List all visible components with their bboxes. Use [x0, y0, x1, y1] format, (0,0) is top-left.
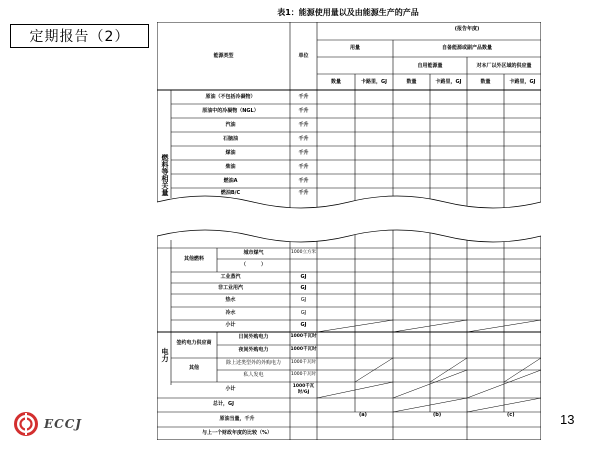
electricity-row-unit: 1000千瓦时: [290, 334, 317, 339]
gj-subtotal-label: 小计: [225, 322, 236, 328]
other-fuels-label: 其他燃料: [183, 256, 204, 262]
report-year-note: (报告年度): [454, 26, 480, 32]
gj-row-unit: GJ: [300, 285, 307, 291]
fuel-row-unit: 千升: [298, 178, 309, 184]
electricity-row-unit: 1000千瓦时: [291, 372, 316, 377]
other-fuel-label: 城市煤气: [243, 250, 264, 256]
self-use-header: 自用能源量: [417, 63, 443, 69]
usage-header: 用量: [349, 45, 360, 51]
qty-header: 数量: [330, 79, 341, 85]
eccj-logo: [14, 412, 82, 436]
other-electricity-label: 其他: [188, 365, 199, 371]
crude-equivalent-label: 原油当量，千升: [219, 416, 255, 422]
electricity-row-label: 夜间外购电力: [238, 347, 269, 353]
ratio-row-label: 与上一个财政年度的比较（%）: [201, 430, 272, 436]
fuel-row-unit: 千升: [298, 150, 309, 156]
page-number: 13: [560, 412, 575, 427]
electricity-row-label: 私人发电: [243, 372, 264, 378]
fuel-row-unit: 千升: [298, 164, 309, 170]
gj-row-unit: GJ: [300, 274, 307, 280]
gj-row-label: 冷水: [225, 310, 236, 316]
electricity-row-unit: 1000千瓦时: [290, 347, 317, 352]
electricity-subtotal-unit: 1000千瓦时/GJ: [292, 384, 315, 395]
other-fuel-label: （ ）: [240, 262, 266, 268]
report-title-badge: 定期报告（2）: [10, 24, 149, 48]
gj-row-label: 非工业用汽: [217, 285, 243, 291]
total-gj-label: 总计，GJ: [213, 401, 234, 407]
qty-header: 数量: [406, 79, 417, 85]
external-supply-header: 对本厂以外区域的供应量: [476, 63, 532, 69]
fuel-row-unit: 千升: [298, 122, 309, 128]
fuel-row-label: 煤油: [225, 150, 236, 156]
energy-type-header: 能源类型: [213, 53, 234, 59]
self-production-header: 自备能源或副产品数量: [441, 45, 492, 51]
marker-b: (b): [433, 412, 442, 418]
gj-row-label: 热水: [225, 297, 236, 303]
utility-label: 签约电力供应商: [176, 340, 212, 346]
electricity-row-label: 除上述类型外的外购电力: [225, 360, 281, 366]
fuel-row-label: 原油（不包括冷凝物）: [205, 94, 256, 100]
fuel-row-unit: 千升: [298, 94, 309, 100]
calorific-header: 卡路里，GJ: [435, 79, 462, 85]
fuels-group-label: 燃料等相关量: [161, 154, 169, 196]
electricity-row-unit: 1000千瓦时: [291, 360, 316, 365]
gj-row-unit: GJ: [300, 297, 307, 303]
fuel-row-label: 柴油: [225, 164, 236, 170]
fuel-row-label: 燃油B/C: [220, 190, 241, 196]
electricity-row-label: 日间外购电力: [238, 334, 269, 340]
electricity-subtotal-label: 小计: [225, 386, 236, 392]
qty-header: 数量: [480, 79, 491, 85]
other-fuel-unit: 1000立方米: [291, 250, 316, 255]
fuel-row-unit: 千升: [298, 108, 309, 114]
calorific-header: 卡路里，GJ: [509, 79, 536, 85]
fuel-row-label: 燃油A: [223, 178, 238, 184]
unit-header: 单位: [298, 53, 309, 59]
fuel-row-label: 汽油: [225, 122, 236, 128]
marker-c: (c): [507, 412, 515, 418]
gj-row-unit: GJ: [300, 310, 307, 316]
fuel-row-unit: 千升: [298, 136, 309, 142]
gj-subtotal-unit: GJ: [300, 322, 307, 328]
fuel-row-label: 原油中的冷凝物（NGL）: [202, 108, 259, 114]
marker-a: (a): [359, 412, 367, 418]
fuel-row-unit: 千升: [298, 190, 309, 196]
table-caption: 表1：能源使用量以及由能源生产的产品: [277, 8, 419, 17]
gj-row-label: 工业蒸汽: [220, 274, 241, 280]
eccj-logo-icon: [14, 412, 38, 436]
energy-usage-table: [157, 22, 541, 440]
fuel-row-label: 石脑油: [222, 136, 238, 142]
calorific-header: 卡路里，GJ: [361, 79, 387, 85]
eccj-logo-text: ECCJ: [44, 417, 82, 431]
electricity-group-label: 电力: [161, 348, 169, 362]
